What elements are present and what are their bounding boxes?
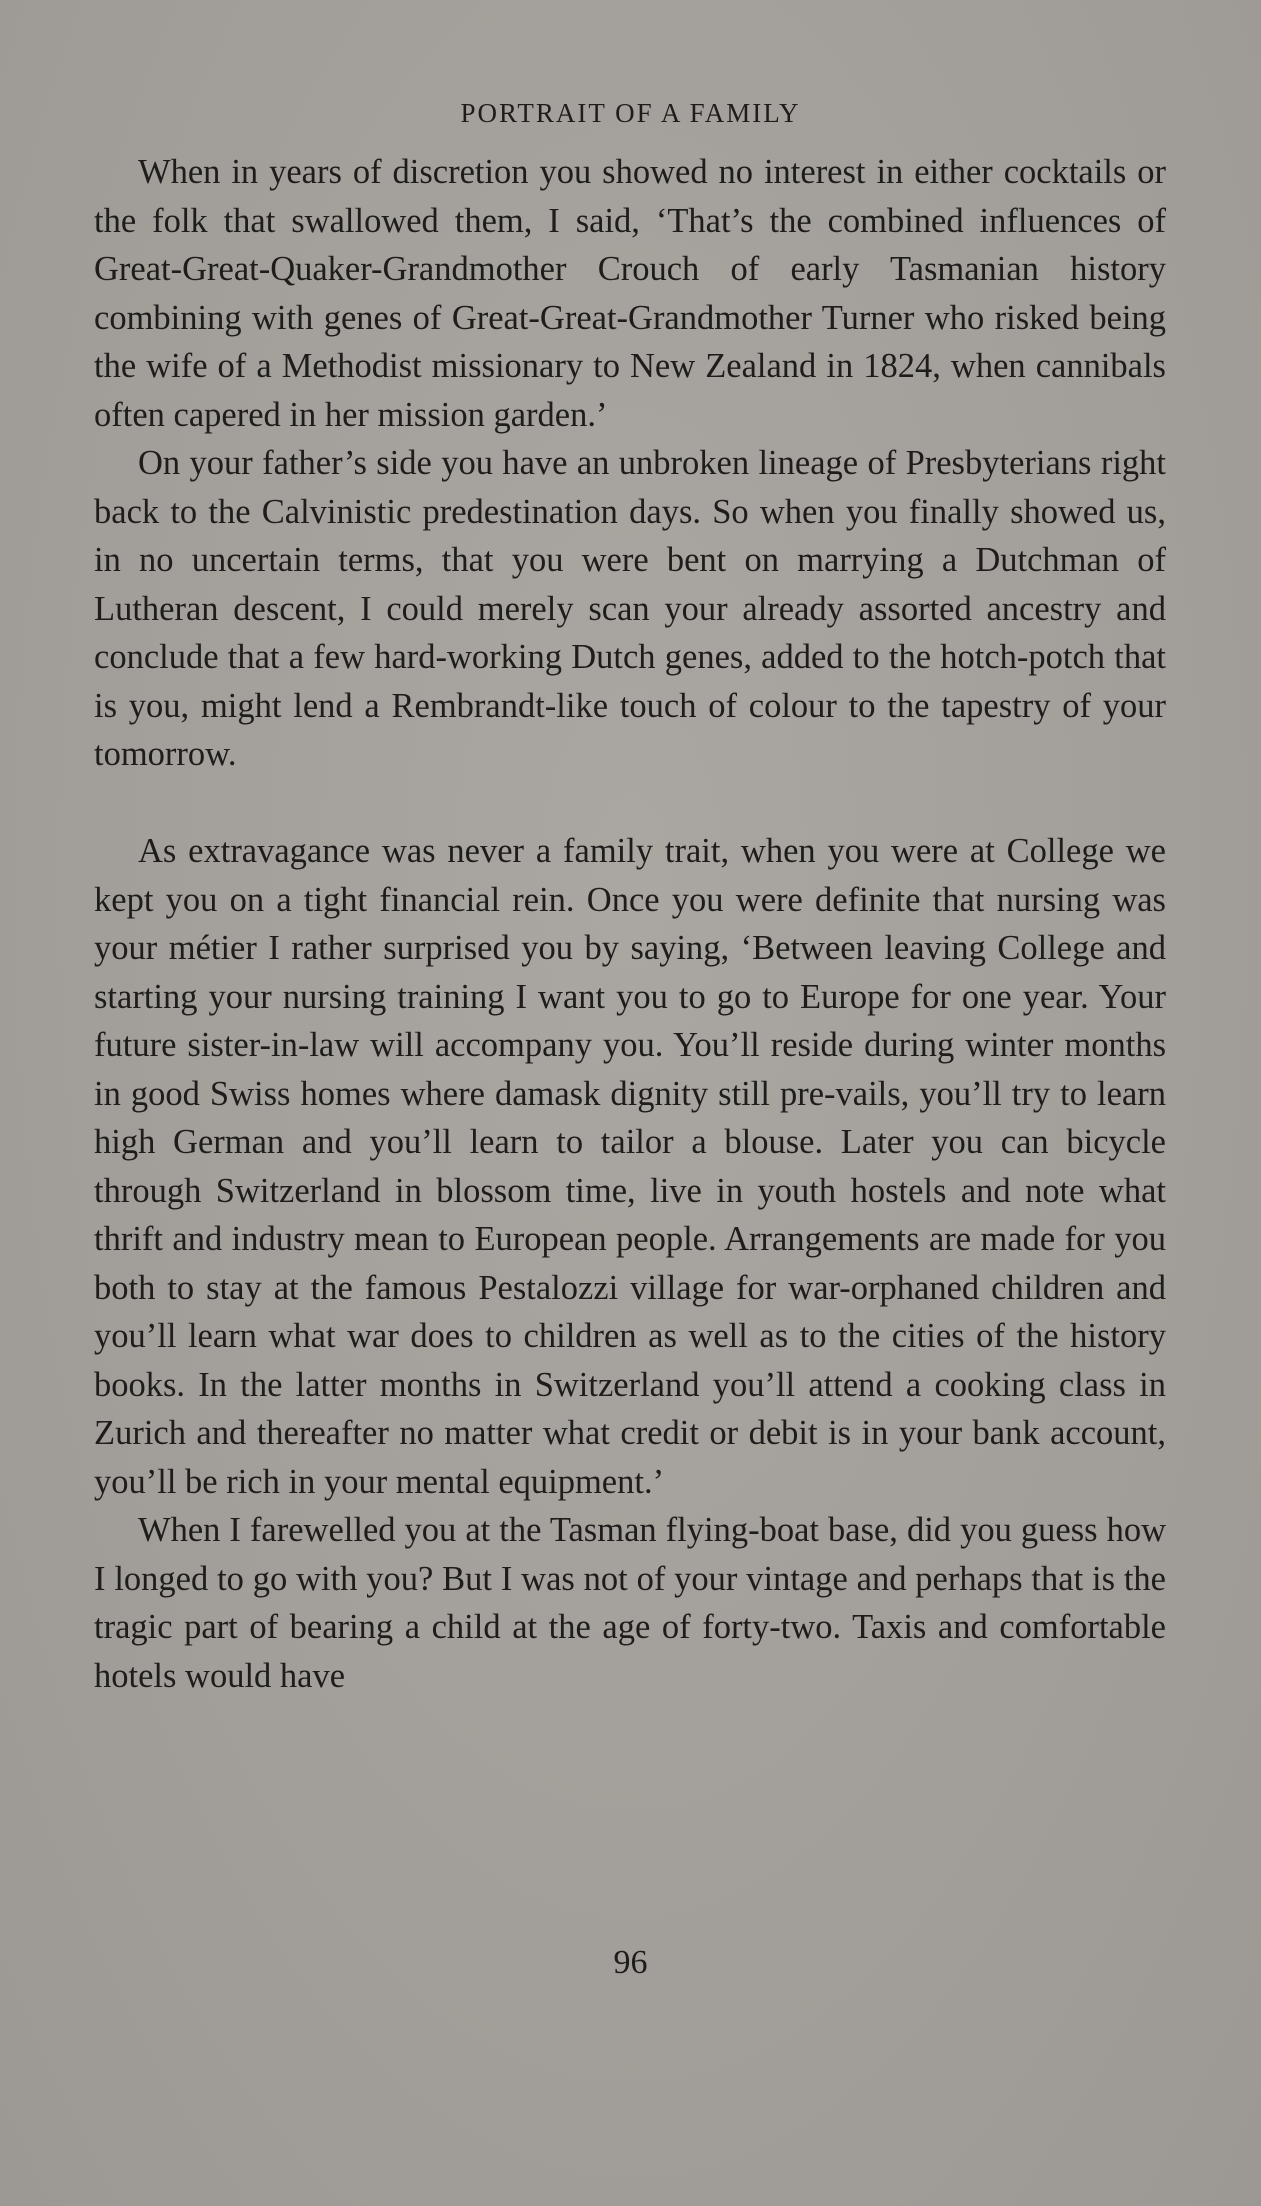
paragraph: When in years of discretion you showed no interest in either cocktails or the folk that swallowed them, I said, ‘That’s the combined influences of Great-Great-Quaker-Grandmother Crouch of early Tasmanian history combining with genes of Great-Great-Grandmother Turner who risked being the wife of a Methodist missionary to New Zealand in 1824, when cannibals often capered in her mission garden.’ xyxy=(94,153,1166,434)
page-number: 96 xyxy=(613,1944,648,1981)
paragraph: On your father’s side you have an unbroken lineage of Presbyterians right back to the Calvinistic predestination days. So when you finally showed us, in no uncertain terms, that you were bent on marrying a Dutchman of Lutheran descent, I could merely scan your already assorted ancestry and conclude that a few hard-working Dutch genes, added to the hotch-potch that is you, might lend a Rembrandt-like touch of colour to the tapestry of your tomorrow. xyxy=(94,444,1166,773)
body-text xyxy=(94,148,1166,1700)
running-head: PORTRAIT OF A FAMILY xyxy=(460,98,801,128)
paragraph: When I farewelled you at the Tasman flying-boat base, did you guess how I longed to go with you? But I was not of your vintage and perhaps that is the tragic part of bearing a child at the age of forty-two. Taxis and comfortable hotels would have xyxy=(94,1511,1166,1695)
paragraph: As extravagance was never a family trait, when you were at College we kept you on a tight financial rein. Once you were definite that nursing was your métier I rather surprised you by saying, ‘Between leaving College and starting your nursing training I want you to go to Europe for one year. Your future sister-in-law will accompany you. You’ll reside during winter months in good Swiss homes where damask dignity still pre-vails, you’ll try to learn high German and you’ll learn to tailor a blouse. Later you can bicycle through Switzerland in blossom time, live in youth hostels and note what thrift and industry mean to European people. Arrangements are made for you both to stay at the famous Pestalozzi village for war-orphaned children and you’ll learn what war does to children as well as to the cities of the history books. In the latter months in Switzerland you’ll attend a cooking class in Zurich and thereafter no matter what credit or debit is in your bank account, you’ll be rich in your mental equipment.’ xyxy=(94,832,1166,1501)
